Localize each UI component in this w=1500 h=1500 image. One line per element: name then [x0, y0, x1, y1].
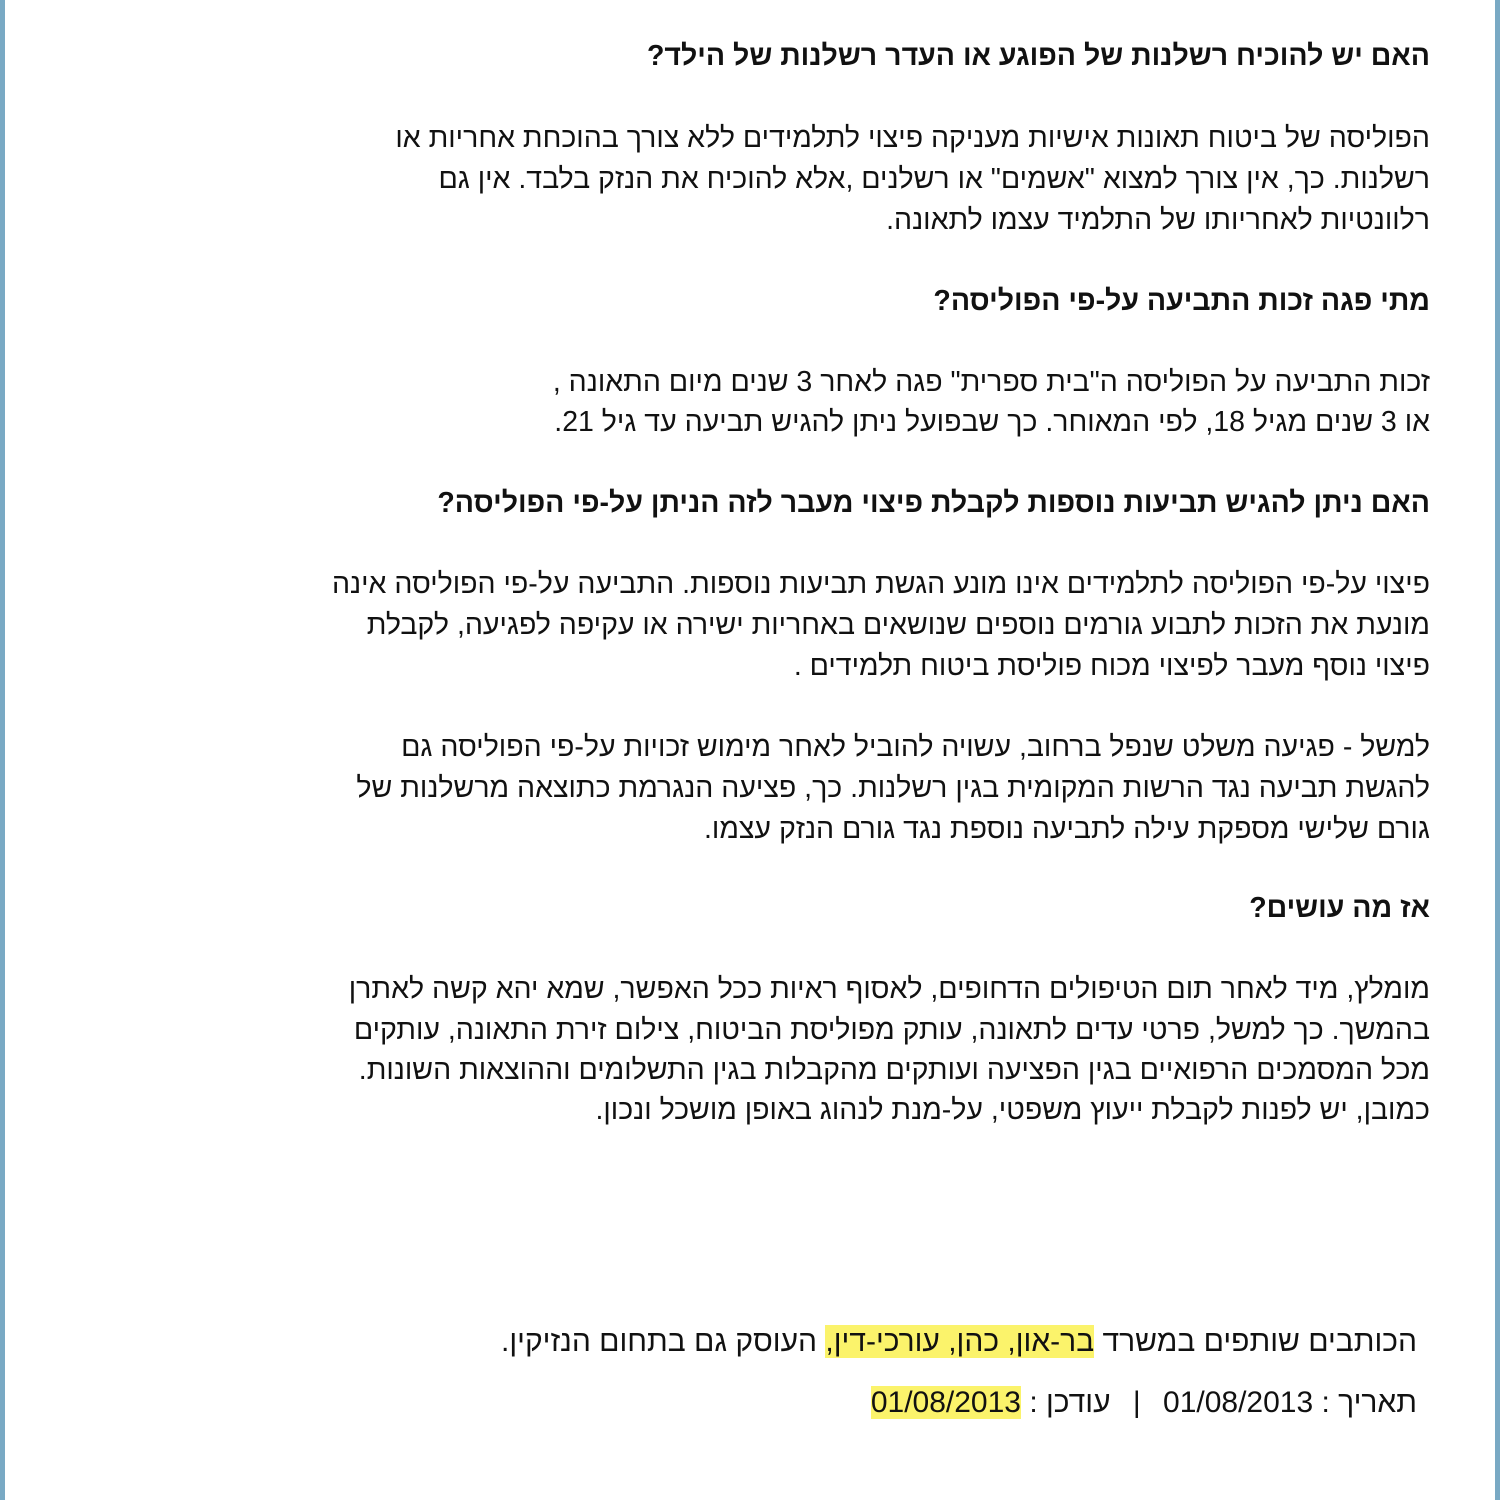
- paragraph-line: רלוונטיות לאחריותו של התלמיד עצמו לתאונה.: [886, 204, 1430, 236]
- date-label: תאריך :: [1321, 1386, 1417, 1419]
- paragraph-line: מונעת את הזכות לתבוע גורמים נוספים שנושאים באחריות ישירה או עקיפה לפגיעה, לקבלת: [366, 609, 1430, 641]
- date-value: 01/08/2013: [1163, 1386, 1314, 1419]
- scan-frame-left: [0, 0, 5, 1500]
- paragraph-line: זכות התביעה על הפוליסה ה"בית ספרית" פגה לאחר 3 שנים מיום התאונה ,: [552, 366, 1430, 398]
- paragraph-line: כמובן, יש לפנות לקבלת ייעוץ משפטי, על-מנת לנהוג באופן מושכל ונכון.: [595, 1094, 1430, 1126]
- document-page: [60, 0, 1430, 1500]
- section-heading-negligence: האם יש להוכיח רשלנות של הפוגע או העדר רשלנות של הילד?: [646, 40, 1430, 72]
- paragraph-line: מומלץ, מיד לאחר תום הטיפולים הדחופים, לאסוף ראיות ככל האפשר, שמא יהא קשה לאתרן: [348, 973, 1430, 1005]
- paragraph-line: גורם שלישי מספקת עילה לתביעה נוספת נגד גורם הנזק עצמו.: [704, 813, 1430, 845]
- paragraph-line: רשלנות. כך, אין צורך למצוא "אשמים" או רשלנים ,אלא להוכיח את הנזק בלבד. אין גם: [438, 163, 1430, 195]
- paragraph-line: להגשת תביעה נגד הרשות המקומית בגין רשלנות. כך, פציעה הנגרמת כתוצאה מרשלנות של: [356, 772, 1430, 804]
- paragraph-line: פיצוי על-פי הפוליסה לתלמידים אינו מונע הגשת תביעות נוספות. התביעה על-פי הפוליסה אינה: [331, 568, 1430, 600]
- paragraph-line: למשל - פגיעה משלט שנפל ברחוב, עשויה להוביל לאחר מימוש זכויות על-פי הפוליסה גם: [401, 731, 1430, 763]
- authors-prefix: הכותבים שותפים במשרד: [1094, 1325, 1417, 1358]
- paragraph-line: מכל המסמכים הרפואיים בגין הפציעה ועותקים מהקבלות בגין התשלומים וההוצאות השונות.: [358, 1054, 1430, 1086]
- authors-suffix: העוסק גם בתחום הנזיקין.: [501, 1325, 826, 1358]
- updated-label: עודכן :: [1029, 1386, 1111, 1419]
- date-separator: |: [1132, 1386, 1141, 1419]
- authors-note: [501, 1321, 1417, 1363]
- scan-frame-right: [1495, 0, 1500, 1500]
- paragraph-line: הפוליסה של ביטוח תאונות אישיות מעניקה פיצוי לתלמידים ללא צורך בהוכחת אחריות או: [395, 122, 1430, 154]
- date-line: [871, 1382, 1417, 1424]
- updated-date-highlight: 01/08/2013: [870, 1386, 1021, 1419]
- paragraph-line: פיצוי נוסף מעבר לפיצוי מכוח פוליסת ביטוח תלמידים .: [793, 650, 1430, 682]
- section-heading-claim-expiry: מתי פגה זכות התביעה על-פי הפוליסה?: [933, 285, 1430, 317]
- firm-name-highlight: בר-און, כהן, עורכי-דין,: [825, 1325, 1095, 1358]
- section-heading-what-to-do: אז מה עושים?: [1249, 892, 1430, 924]
- section-heading-additional-claims: האם ניתן להגיש תביעות נוספות לקבלת פיצוי מעבר לזה הניתן על-פי הפוליסה?: [437, 487, 1430, 519]
- paragraph-line: או 3 שנים מגיל 18, לפי המאוחר. כך שבפועל ניתן להגיש תביעה עד גיל 21.: [554, 406, 1430, 438]
- paragraph-line: בהמשך. כך למשל, פרטי עדים לתאונה, עותק מפוליסת הביטוח, צילום זירת התאונה, עותקים: [353, 1014, 1430, 1046]
